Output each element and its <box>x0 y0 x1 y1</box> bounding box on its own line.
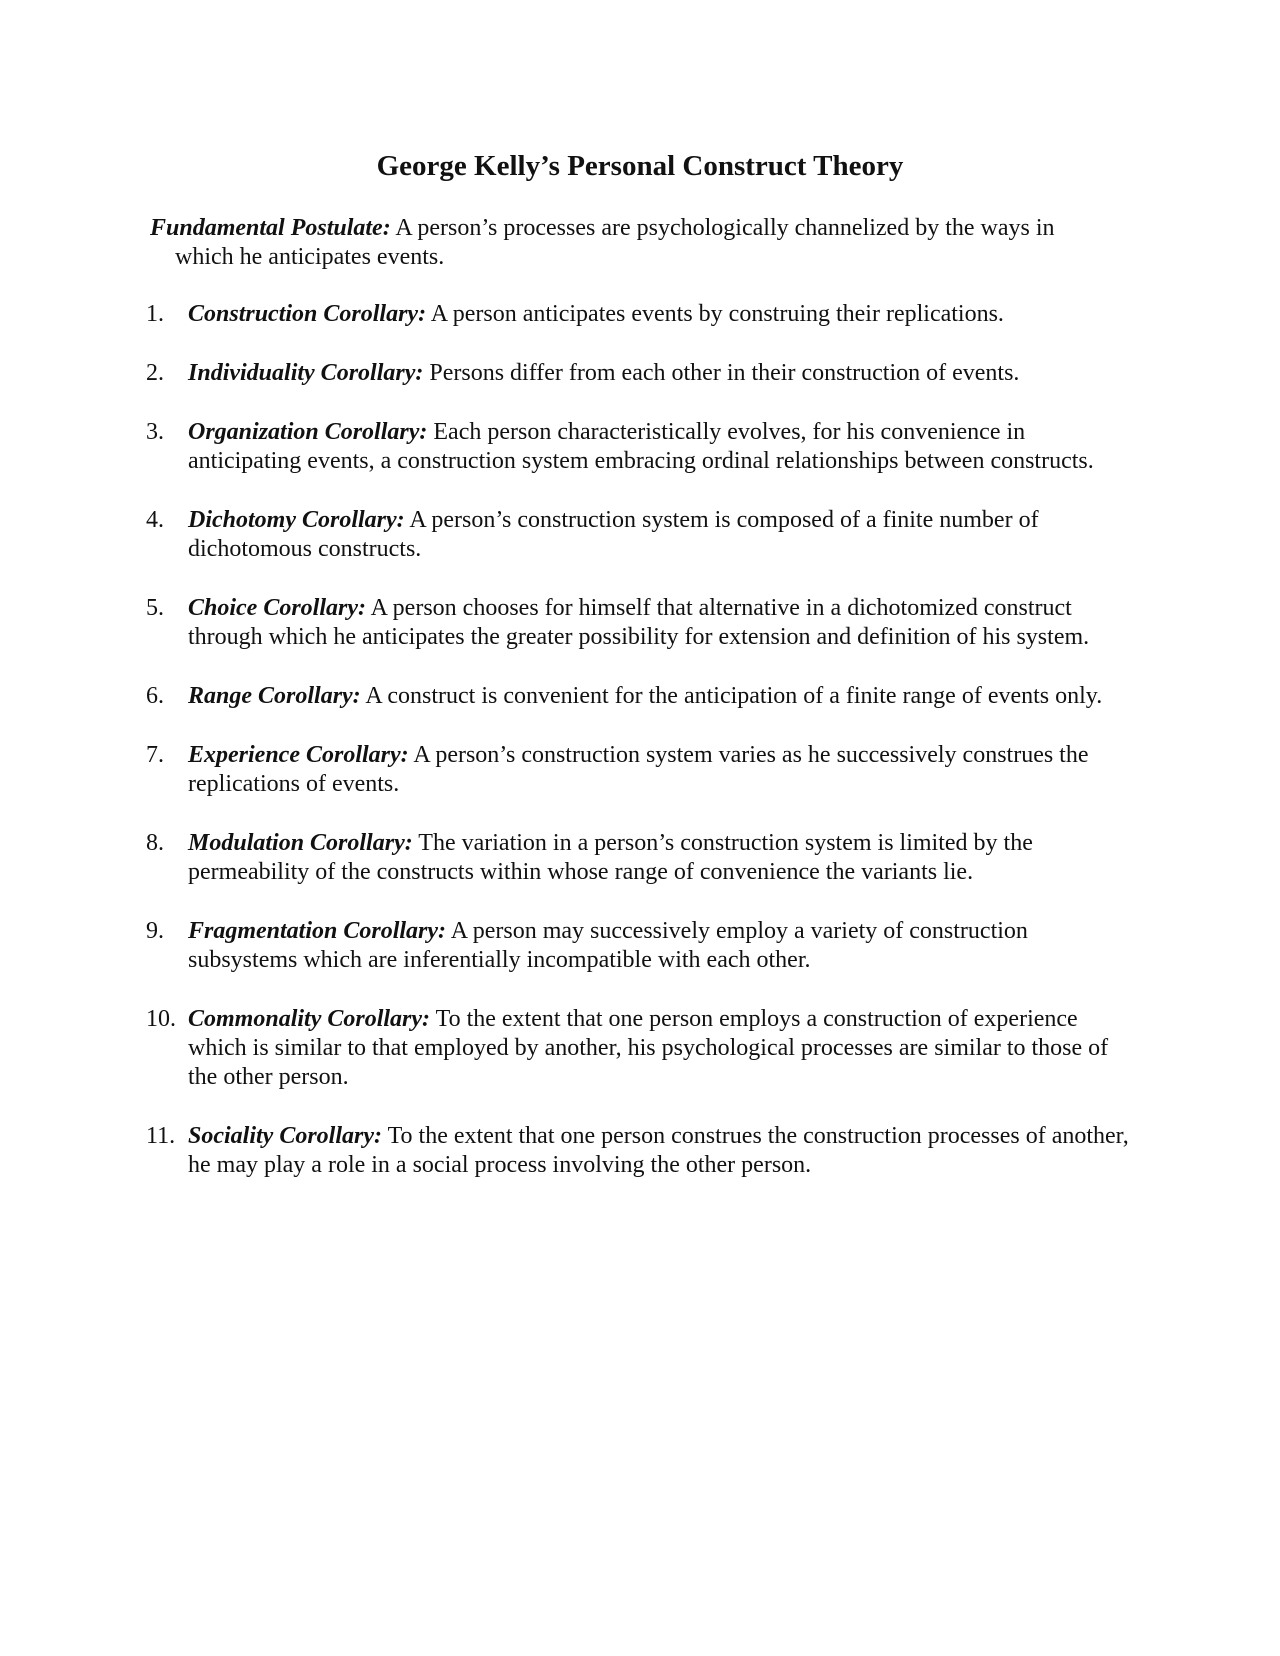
corollary-item <box>0 359 1130 388</box>
corollary-number: 7. <box>146 742 164 768</box>
corollary-number: 11. <box>146 1123 176 1149</box>
corollary-term: Choice Corollary: <box>188 595 366 621</box>
corollary-item <box>0 682 1130 711</box>
corollary-term: Range Corollary: <box>188 683 361 709</box>
corollary-term: Fragmentation Corollary: <box>188 918 447 944</box>
corollary-item <box>0 506 1130 564</box>
corollary-term: Individuality Corollary: <box>188 360 424 386</box>
corollary-term: Organization Corollary: <box>188 419 428 445</box>
corollary-term: Experience Corollary: <box>188 742 409 768</box>
corollary-text: A person’s construction system is composed of a finite number of dichotomous constructs. <box>188 507 1039 562</box>
corollary-number: 1. <box>146 301 164 327</box>
corollary-number: 6. <box>146 683 164 709</box>
corollary-text: A person’s construction system varies as he successively construes the replications of events. <box>188 742 1089 797</box>
corollary-term: Construction Corollary: <box>188 301 427 327</box>
corollary-text: A person may successively employ a variety of construction subsystems which are inferentially incompatible with each other. <box>188 918 1028 973</box>
corollary-number: 8. <box>146 830 164 856</box>
corollary-number: 10. <box>146 1006 176 1032</box>
corollary-item <box>0 1122 1130 1180</box>
corollary-text: A person chooses for himself that alternative in a dichotomized construct through which he anticipates the greater possibility for extension and definition of his system. <box>188 595 1090 650</box>
corollary-term: Modulation Corollary: <box>188 830 413 856</box>
fundamental-postulate <box>150 214 1100 272</box>
corollary-number: 9. <box>146 918 164 944</box>
corollary-text: A person anticipates events by construing their replications. <box>426 301 1004 327</box>
corollary-text: The variation in a person’s construction system is limited by the permeability of the constructs within whose range of convenience the variants lie. <box>188 830 1033 885</box>
corollary-text: A construct is convenient for the anticipation of a finite range of events only. <box>360 683 1103 709</box>
postulate-term: Fundamental Postulate: <box>150 215 391 241</box>
corollary-number: 2. <box>146 360 164 386</box>
corollary-number: 3. <box>146 419 164 445</box>
corollary-item <box>0 741 1130 799</box>
corollary-item <box>0 418 1130 476</box>
page-title: George Kelly’s Personal Construct Theory <box>376 150 904 182</box>
corollary-text: Each person characteristically evolves, for his convenience in anticipating events, a construction system embracing ordinal relationships between constructs. <box>188 419 1094 474</box>
corollary-number: 5. <box>146 595 164 621</box>
corollary-term: Dichotomy Corollary: <box>188 507 405 533</box>
corollary-term: Sociality Corollary: <box>188 1123 382 1149</box>
corollary-text: To the extent that one person construes the construction processes of another, he may play a role in a social process involving the other person. <box>188 1123 1129 1178</box>
corollary-item <box>0 917 1130 975</box>
corollary-item <box>0 300 1130 329</box>
postulate-text: A person’s processes are psychologically channelized by the ways in which he anticipates events. <box>175 215 1055 270</box>
corollary-text: Persons differ from each other in their construction of events. <box>423 360 1020 386</box>
corollary-number: 4. <box>146 507 164 533</box>
corollary-term: Commonality Corollary: <box>188 1006 431 1032</box>
corollary-text: To the extent that one person employs a construction of experience which is similar to that employed by another, his psychological processes are similar to those of the other person. <box>188 1006 1109 1090</box>
corollary-item <box>0 1005 1130 1092</box>
corollary-item <box>0 594 1130 652</box>
corollary-list <box>0 300 1280 1210</box>
corollary-item <box>0 829 1130 887</box>
